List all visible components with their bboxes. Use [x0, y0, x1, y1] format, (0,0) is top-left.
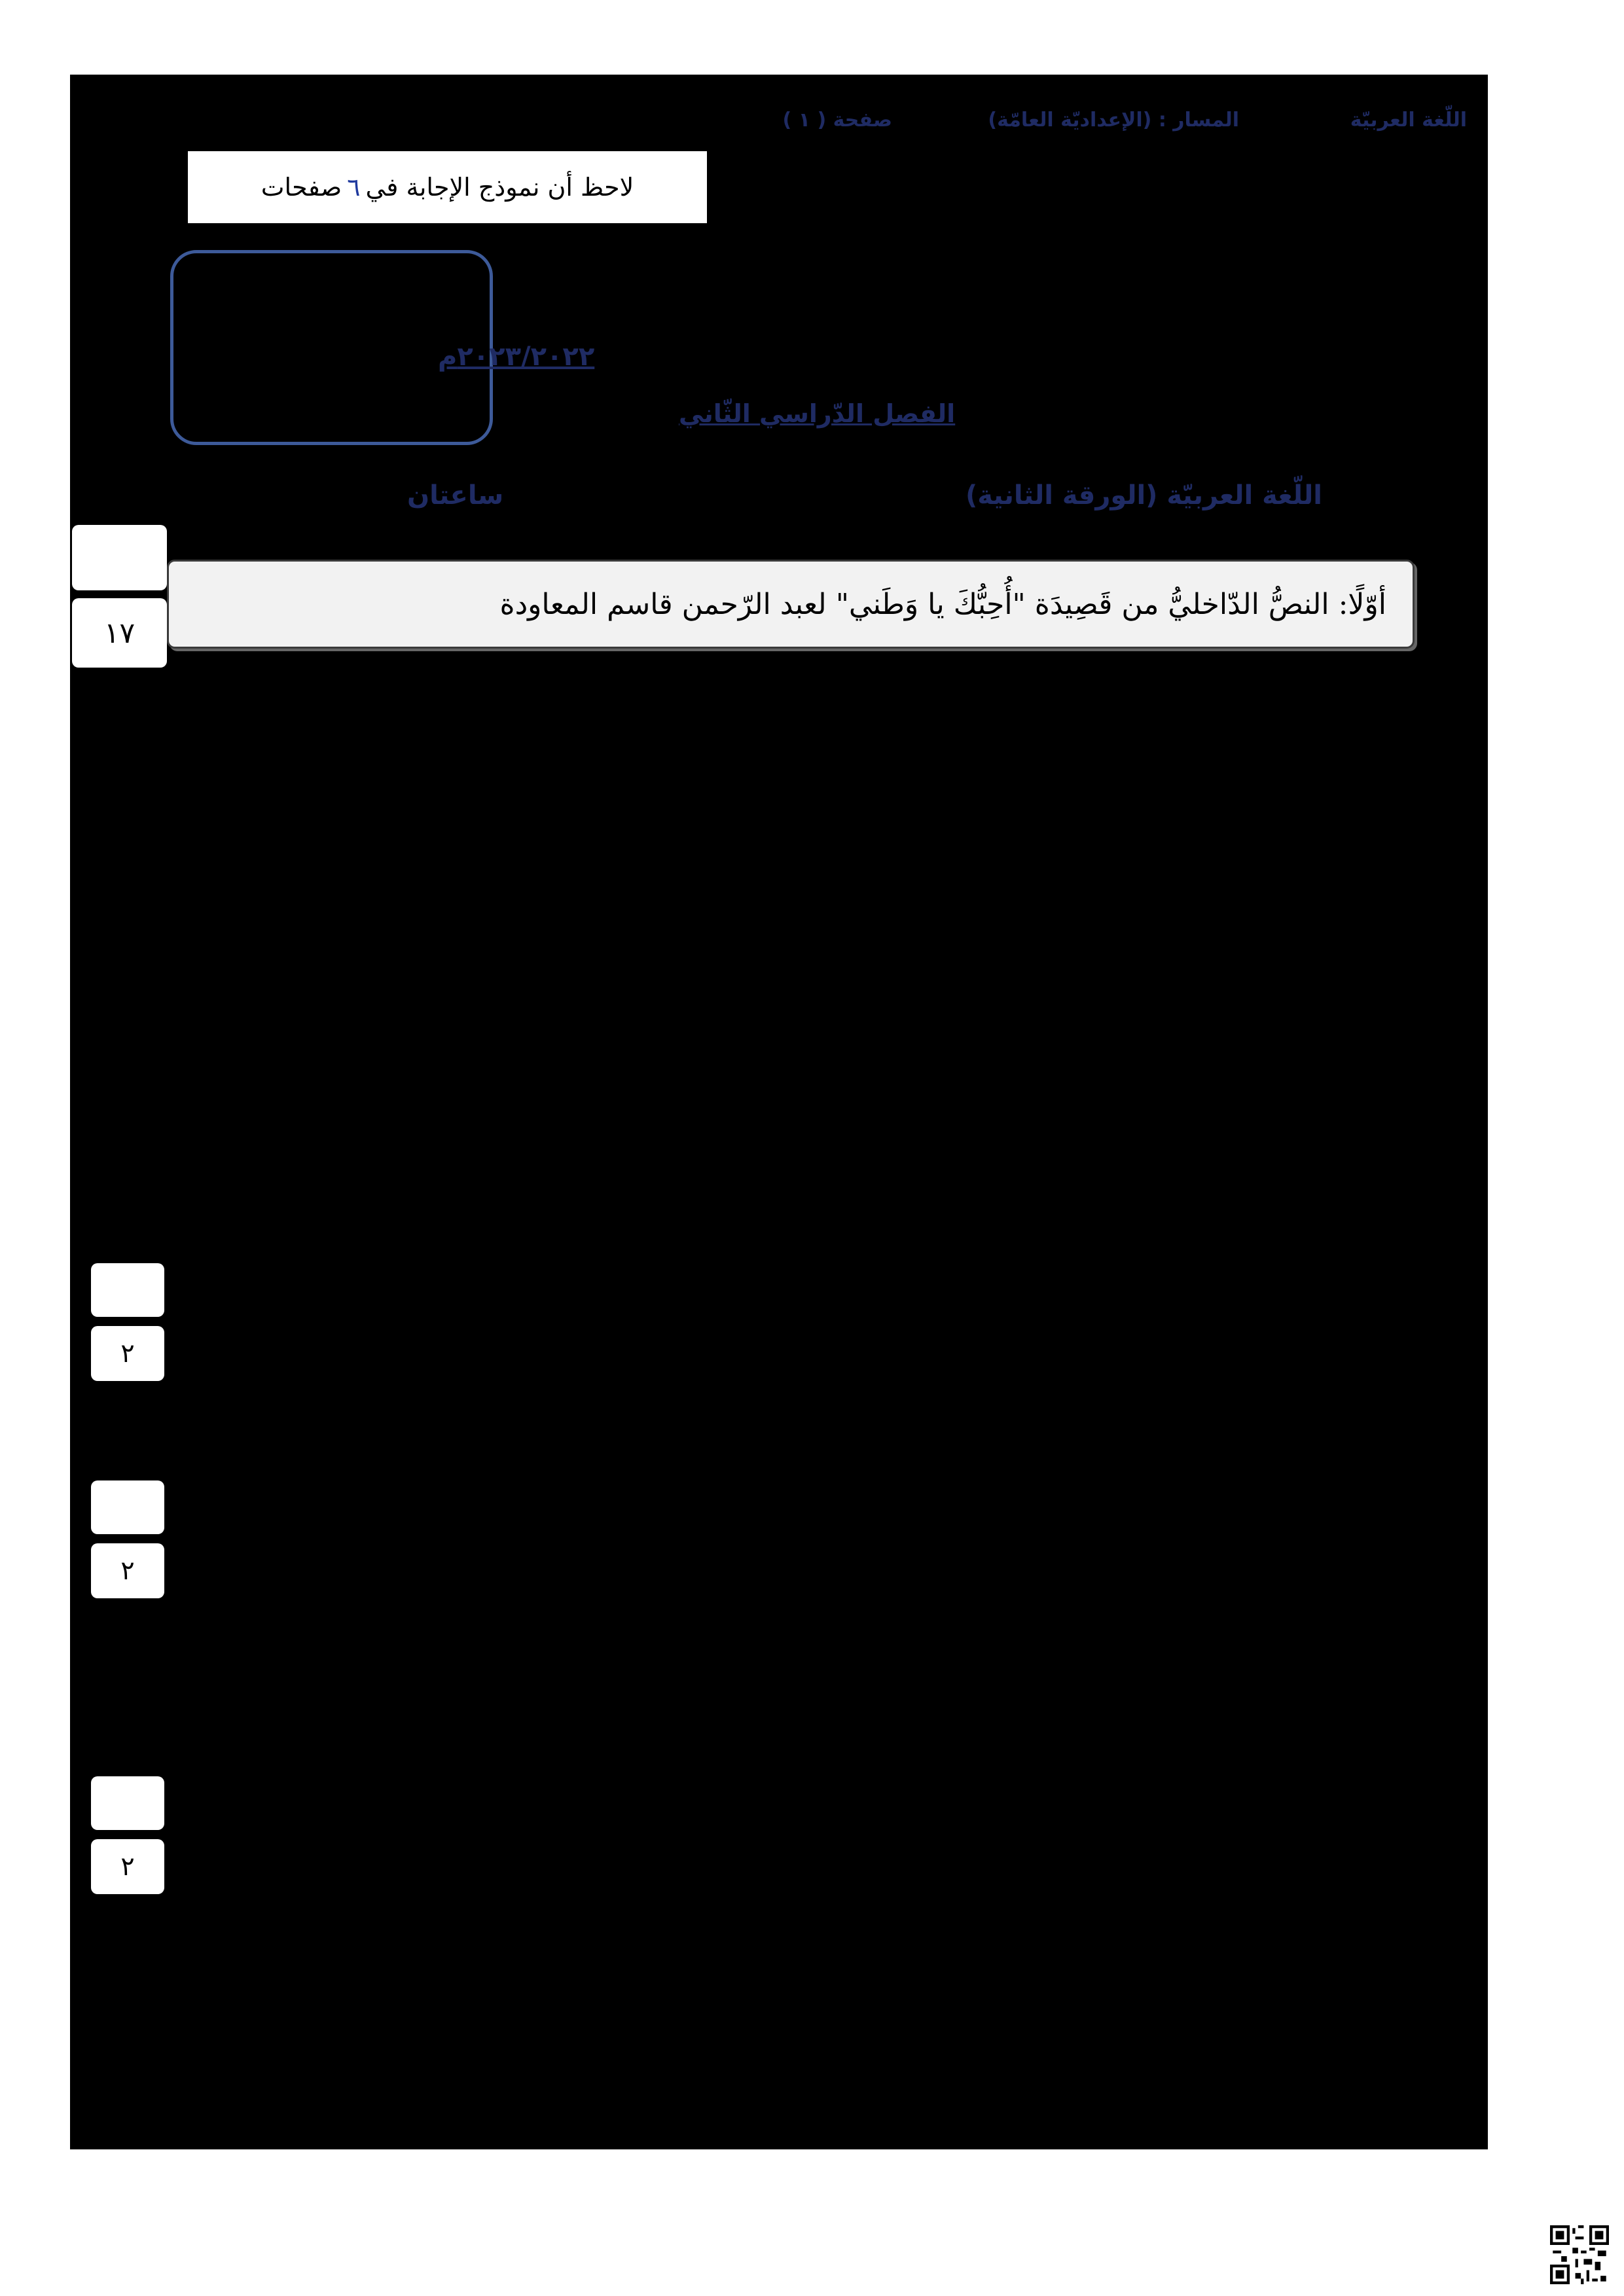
- section-one-title: أوّلًا: النصُّ الدّاخليُّ من قَصِيدَة "أُحِبُّكَ يا وَطَني" لعبد الرّحمن قاسم المعاودة: [167, 560, 1415, 649]
- section-score-box: [72, 525, 167, 590]
- track-header: المسار : (الإعداديّة العامّة): [988, 109, 1239, 132]
- question-marks: ٢: [91, 1326, 164, 1381]
- page-number-header: صفحة ( ١ ): [782, 109, 892, 132]
- subject-header: اللّغة العربيّة: [1350, 109, 1467, 132]
- semester-title: الفصل الدّراسي الثّاني: [679, 399, 956, 428]
- exam-duration: ساعتان: [407, 480, 504, 511]
- question-score-box: [91, 1263, 164, 1317]
- question-score-box: [91, 1480, 164, 1534]
- question-score-box: [91, 1776, 164, 1830]
- qr-code-icon: [1550, 2225, 1609, 2284]
- academic-year: ٢٠٢٣/٢٠٢٢م: [438, 342, 595, 372]
- exam-page: [70, 75, 1488, 2149]
- notice-suffix: صفحات: [261, 173, 342, 202]
- paper-title: اللّغة العربيّة (الورقة الثانية): [965, 480, 1322, 511]
- question-marks: ٢: [91, 1839, 164, 1894]
- answer-key-notice: [188, 151, 707, 223]
- notice-page-count: ٦: [347, 173, 361, 202]
- notice-prefix: لاحظ أن نموذج الإجابة في: [365, 173, 634, 202]
- section-total-marks: ١٧: [72, 598, 167, 668]
- question-marks: ٢: [91, 1543, 164, 1598]
